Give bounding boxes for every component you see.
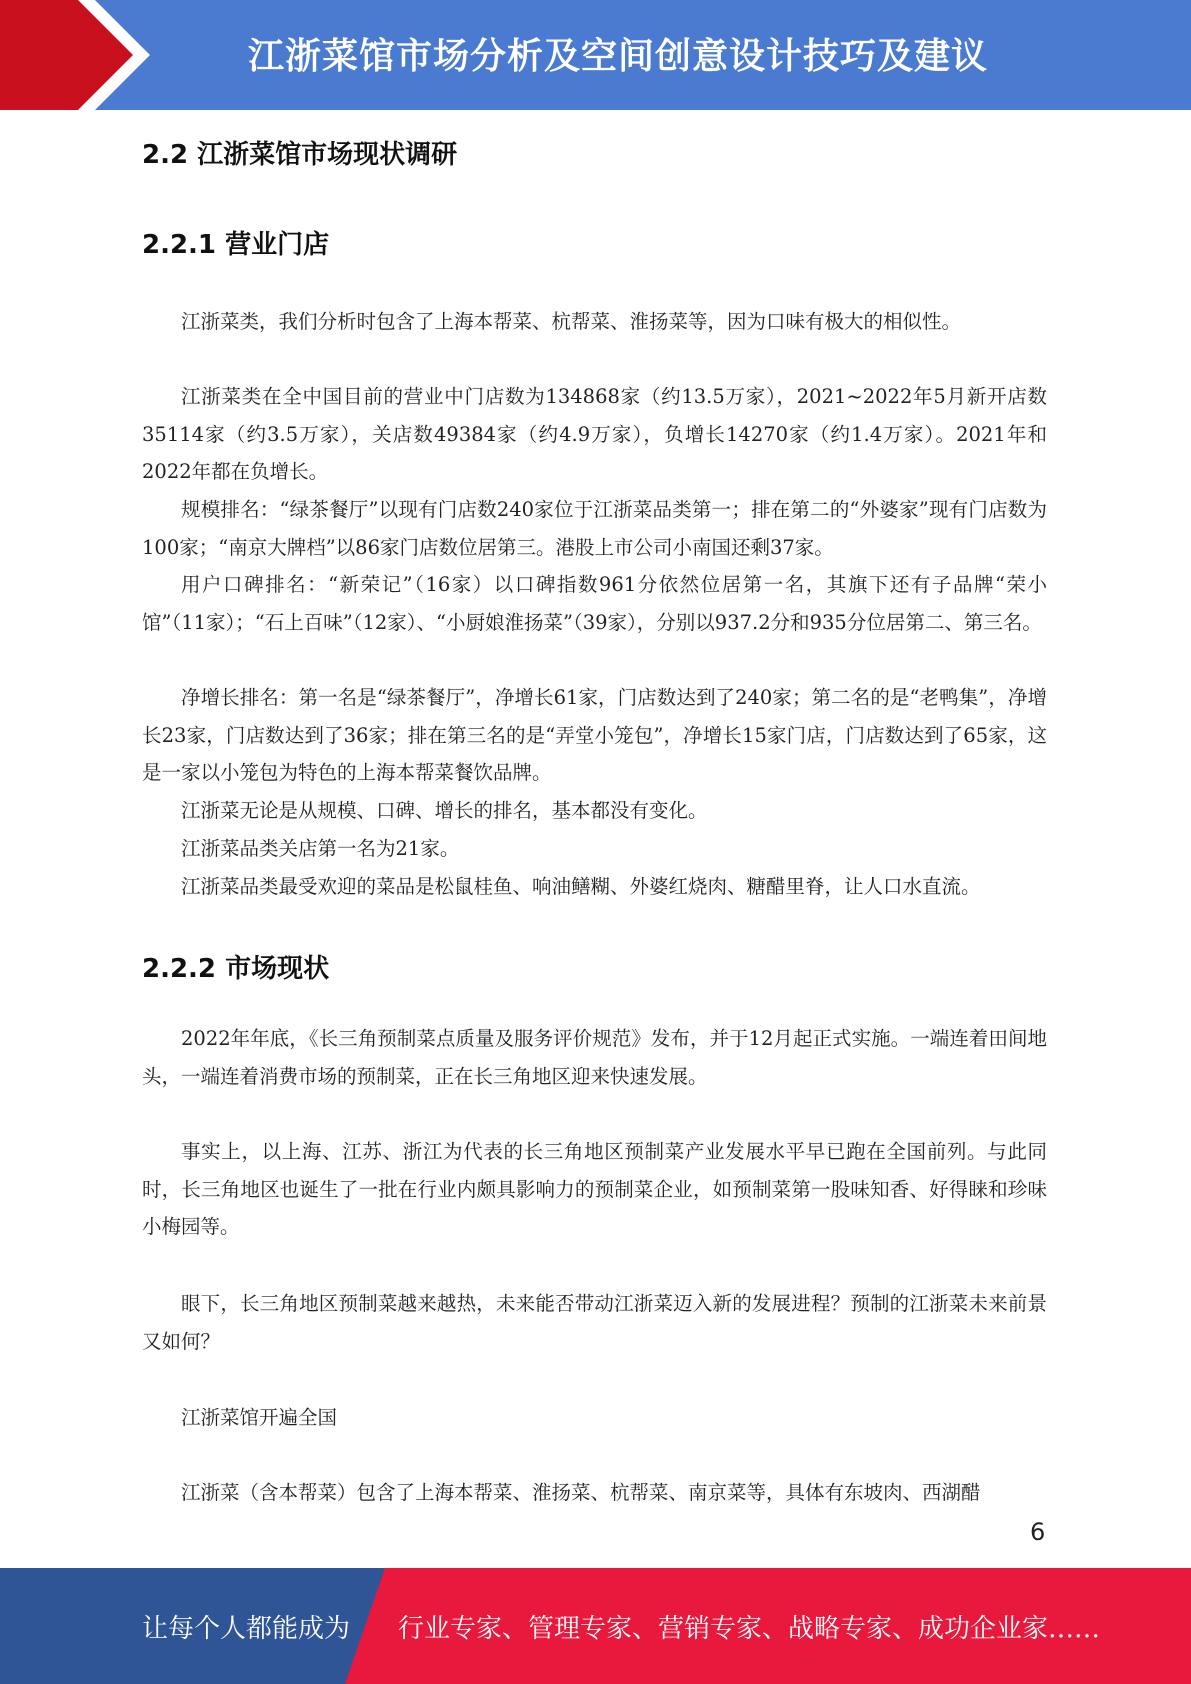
- page-number: 6: [1030, 1518, 1046, 1546]
- paragraph-4: 用户口碑排名：“新荣记”（16家）以口碑指数961分依然位居第一名，其旗下还有子品牌“荣小馆”（11家）；“石上百味”（12家）、“小厨娘淮扬菜”（39家），分别以937.2分和935分位居第二、第三名。: [142, 573, 1047, 634]
- paragraph-12: 江浙菜馆开遍全国: [181, 1406, 338, 1429]
- paragraph-13: 江浙菜（含本帮菜）包含了上海本帮菜、淮扬菜、杭帮菜、南京菜等，具体有东坡肉、西湖醋: [181, 1481, 981, 1504]
- paragraph-9: 2022年年底，《长三角预制菜点质量及服务评价规范》发布，并于12月起正式实施。一端连着田间地头，一端连着消费市场的预制菜，正在长三角地区迎来快速发展。: [142, 1027, 1047, 1088]
- paragraph-2: 江浙菜类在全中国目前的营业中门店数为134868家（约13.5万家），2021~2022年5月新开店数35114家（约3.5万家），关店数49384家（约4.9万家），负增长14270家（约1.4万家）。2021年和2022年都在负增长。: [142, 385, 1047, 483]
- page-footer: [0, 1568, 1191, 1684]
- paragraph-6: 江浙菜无论是从规模、口碑、增长的排名，基本都没有变化。: [181, 799, 708, 822]
- section-heading-2-2-1: 2.2.1 营业门店: [142, 230, 330, 260]
- paragraph-10: 事实上，以上海、江苏、浙江为代表的长三角地区预制菜产业发展水平早已跑在全国前列。与此同时，长三角地区也诞生了一批在行业内颇具影响力的预制菜企业，如预制菜第一股味知香、好得睐和珍味小梅园等。: [142, 1140, 1047, 1238]
- section-heading-2-2-2: 2.2.2 市场现状: [142, 954, 330, 984]
- paragraph-7: 江浙菜品类关店第一名为21家。: [181, 837, 460, 860]
- paragraph-11: 眼下，长三角地区预制菜越来越热，未来能否带动江浙菜迈入新的发展进程？预制的江浙菜未来前景又如何？: [142, 1292, 1047, 1353]
- paragraph-1: 江浙菜类，我们分析时包含了上海本帮菜、杭帮菜、淮扬菜等，因为口味有极大的相似性。: [181, 310, 962, 333]
- footer-slogan-left: 让每个人都能成为: [142, 1614, 351, 1644]
- paragraph-8: 江浙菜品类最受欢迎的菜品是松鼠桂鱼、响油鳝糊、外婆红烧肉、糖醋里脊，让人口水直流。: [181, 875, 981, 898]
- header-title: 江浙菜馆市场分析及空间创意设计技巧及建议: [248, 36, 989, 77]
- footer-slogan-right: 行业专家、管理专家、营销专家、战略专家、成功企业家……: [398, 1614, 1101, 1644]
- page-header: [0, 0, 1191, 110]
- section-heading-2-2: 2.2 江浙菜馆市场现状调研: [142, 140, 458, 170]
- paragraph-3: 规模排名：“绿茶餐厅”以现有门店数240家位于江浙菜品类第一；排在第二的“外婆家”现有门店数为100家；“南京大牌档”以86家门店数位居第三。港股上市公司小南国还剩37家。: [142, 498, 1047, 559]
- paragraph-5: 净增长排名：第一名是“绿茶餐厅”，净增长61家，门店数达到了240家；第二名的是“老鸭集”，净增长23家，门店数达到了36家；排在第三名的是“弄堂小笼包”，净增长15家门店，门店数达到了65家，这是一家以小笼包为特色的上海本帮菜餐饮品牌。: [142, 686, 1047, 784]
